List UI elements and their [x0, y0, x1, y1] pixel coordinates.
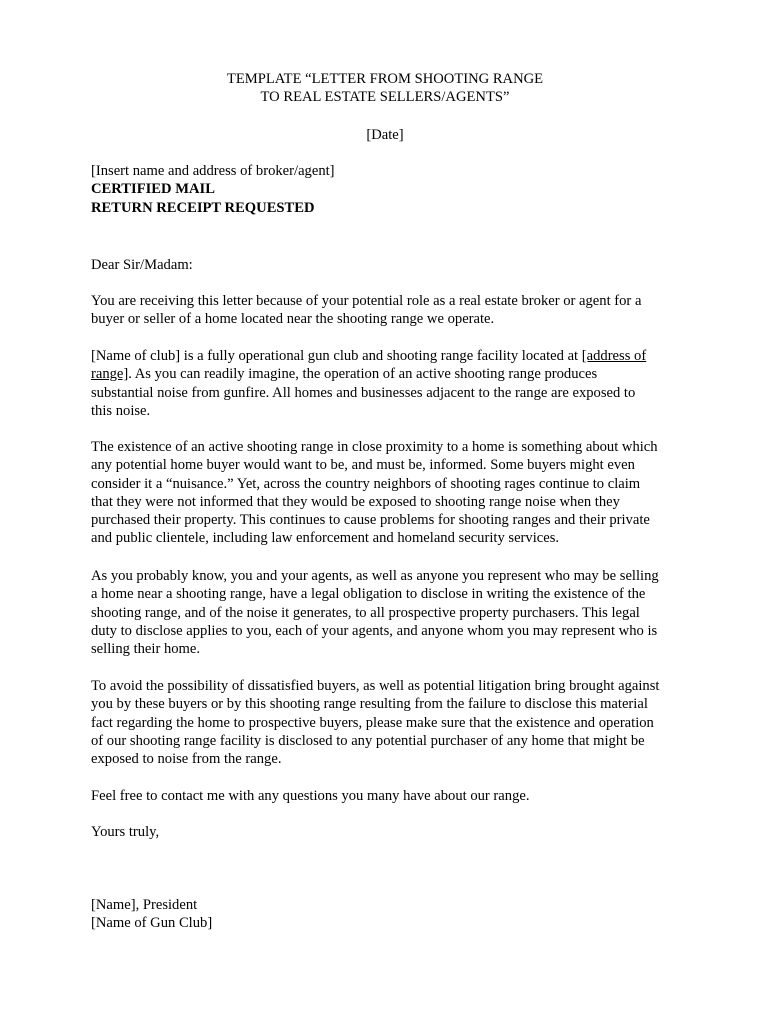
paragraph-2: [91, 347, 691, 420]
salutation: Dear Sir/Madam:: [91, 257, 193, 273]
closing: Yours truly,: [91, 824, 160, 840]
signature-club: [Name of Gun Club]: [91, 915, 213, 932]
paragraph-line: As you probably know, you and your agents, as well as anyone you represent who may be selling: [91, 568, 659, 584]
paragraph-line: and public clientele, including law enforcement and homeland security services.: [91, 530, 560, 547]
signature-name: [Name], President: [91, 897, 198, 913]
paragraph-line: buyer or seller of a home located near the shooting range we operate.: [91, 311, 495, 328]
paragraph-line: exposed to noise from the range.: [91, 751, 282, 768]
paragraph-line: that they were not informed that they would be exposed to shooting range noise when they: [91, 493, 620, 510]
paragraph-line: of our shooting range facility is disclosed to any potential purchaser of any home that might be: [91, 732, 645, 749]
address-placeholder-part1: [address of: [581, 348, 647, 364]
paragraph-1: [91, 292, 691, 329]
paragraph-line: fact regarding the home to prospective buyers, please make sure that the existence and operation: [91, 714, 654, 731]
paragraph-line: consider it a “nuisance.” Yet, across the country neighbors of shooting rages continue to claim: [91, 475, 641, 492]
recipient-address: [Insert name and address of broker/agent]: [91, 163, 335, 179]
paragraph-line: shooting range, and of the noise it generates, to all prospective property purchasers. This legal: [91, 604, 640, 621]
paragraph-line: purchased their property. This continues to cause problems for shooting ranges and their private: [91, 512, 650, 529]
paragraph-line: you by these buyers or by this shooting range resulting from the failure to disclose this material: [91, 696, 648, 713]
date-placeholder: [Date]: [366, 127, 404, 143]
paragraph-3: [91, 438, 691, 548]
paragraph-line: [91, 347, 691, 365]
paragraph-line: duty to disclose applies to you, each of your agents, and anyone whom you may represent who is: [91, 622, 658, 639]
letter-title: [0, 70, 770, 107]
paragraph-line: this noise.: [91, 402, 151, 419]
paragraph-line: The existence of an active shooting range in close proximity to a home is something about which: [91, 439, 658, 455]
certified-mail: CERTIFIED MAIL: [91, 181, 215, 198]
paragraph-line: selling their home.: [91, 641, 201, 658]
paragraph-5: [91, 677, 691, 768]
return-receipt: RETURN RECEIPT REQUESTED: [91, 199, 315, 216]
paragraph-line: a home near a shooting range, have a legal obligation to disclose in writing the existence of the: [91, 586, 646, 603]
paragraph-line: [91, 365, 691, 383]
signature-block: [91, 896, 691, 933]
paragraph-text: . As you can readily imagine, the operation of an active shooting range produces: [128, 366, 598, 383]
title-line-2: TO REAL ESTATE SELLERS/AGENTS”: [260, 89, 510, 106]
recipient-block: [91, 162, 691, 217]
paragraph-line: substantial noise from gunfire. All homes and businesses adjacent to the range are exposed to: [91, 384, 636, 401]
paragraph-4: [91, 567, 691, 658]
paragraph-text: [Name of club] is a fully operational gun club and shooting range facility located at: [91, 348, 582, 364]
paragraph-6: Feel free to contact me with any questions you many have about our range.: [91, 788, 530, 804]
title-line-1: TEMPLATE “LETTER FROM SHOOTING RANGE: [226, 71, 544, 87]
paragraph-line: You are receiving this letter because of your potential role as a real estate broker or agent for a: [91, 293, 642, 309]
paragraph-line: To avoid the possibility of dissatisfied buyers, as well as potential litigation bring brought against: [91, 678, 660, 694]
address-placeholder-part2: range]: [91, 366, 129, 383]
paragraph-line: any potential home buyer would want to be, and must be, informed. Some buyers might even: [91, 457, 635, 474]
